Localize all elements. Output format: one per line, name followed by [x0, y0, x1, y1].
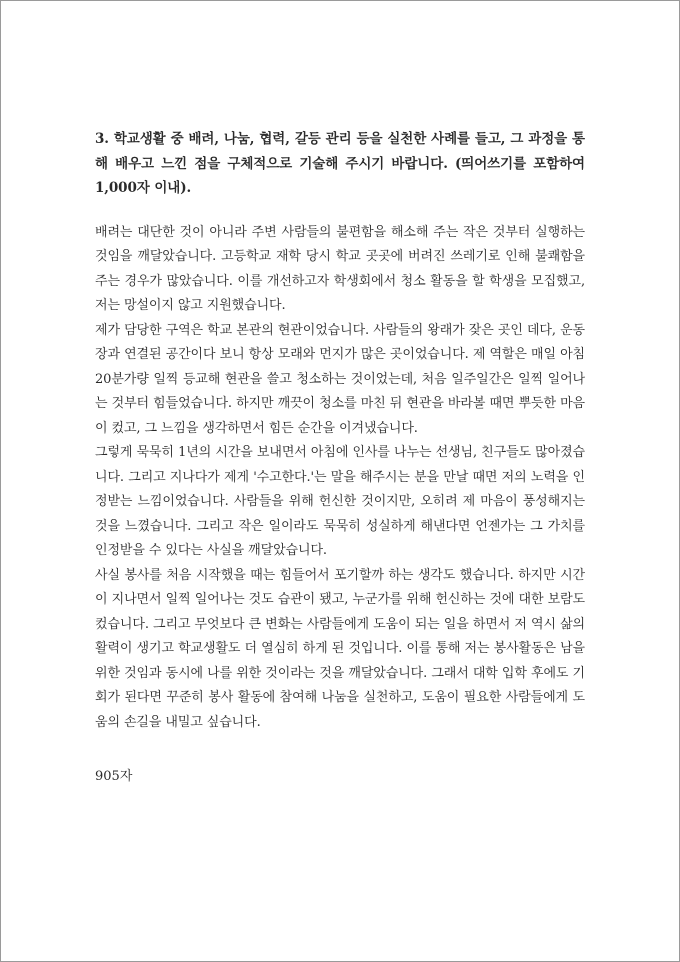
essay-question: 3. 학교생활 중 배려, 나눔, 협력, 갈등 관리 등을 실천한 사례를 들고, 그 과정을 통해 배우고 느낀 점을 구체적으로 기술해 주시기 바랍니다. (띄어쓰기를 포함하여 1,000자 이내).: [95, 131, 585, 196]
essay-answer: [95, 221, 585, 736]
answer-paragraph-2: 제가 담당한 구역은 학교 본관의 현관이었습니다. 사람들의 왕래가 잦은 곳인 데다, 운동장과 연결된 공간이다 보니 항상 모래와 먼지가 많은 곳이었습니다. 제 역할은 매일 아침 20분가량 일찍 등교해 현관을 쓸고 청소하는 것이었는데, 처음 일주일간은 일찍 일어나는 것부터 힘들었습니다. 하지만 깨끗이 청소를 마친 뒤 현관을 바라볼 때면 뿌듯한 마음이 컸고, 그 느낌을 생각하면서 힘든 순간을 이겨냈습니다.: [95, 322, 585, 436]
answer-paragraph-4: 사실 봉사를 처음 시작했을 때는 힘들어서 포기할까 하는 생각도 했습니다. 하지만 시간이 지나면서 일찍 일어나는 것도 습관이 됐고, 누군가를 위해 헌신하는 것에 대한 보람도 컸습니다. 그리고 무엇보다 큰 변화는 사람들에게 도움이 되는 일을 하면서 저 역시 삶의 활력이 생기고 학교생활도 더 열심히 하게 된 것입니다. 이를 통해 저는 봉사활동은 남을 위한 것임과 동시에 나를 위한 것이라는 것을 깨달았습니다. 그래서 대학 입학 후에도 기회가 된다면 꾸준히 봉사 활동에 참여해 나눔을 실천하고, 도움이 필요한 사람들에게 도움의 손길을 내밀고 싶습니다.: [95, 567, 585, 730]
answer-paragraph-1: 배려는 대단한 것이 아니라 주변 사람들의 불편함을 해소해 주는 작은 것부터 실행하는 것임을 깨달았습니다. 고등학교 재학 당시 학교 곳곳에 버려진 쓰레기로 인해 불쾌함을 주는 경우가 많았습니다. 이를 개선하고자 학생회에서 청소 활동을 할 학생을 모집했고, 저는 망설이지 않고 지원했습니다.: [95, 224, 585, 313]
character-count: 905자: [95, 769, 133, 784]
answer-paragraph-3: 그렇게 묵묵히 1년의 시간을 보내면서 아침에 인사를 나누는 선생님, 친구들도 많아졌습니다. 그리고 지나다가 제게 '수고한다.'는 말을 해주시는 분을 만날 때면 저의 노력을 인정받는 느낌이었습니다. 사람들을 위해 헌신한 것이지만, 오히려 제 마음이 풍성해지는 것을 느꼈습니다. 그리고 작은 일이라도 묵묵히 성실하게 해낸다면 언젠가는 그 가치를 인정받을 수 있다는 사실을 깨달았습니다.: [95, 445, 585, 558]
document-body: [95, 127, 585, 790]
